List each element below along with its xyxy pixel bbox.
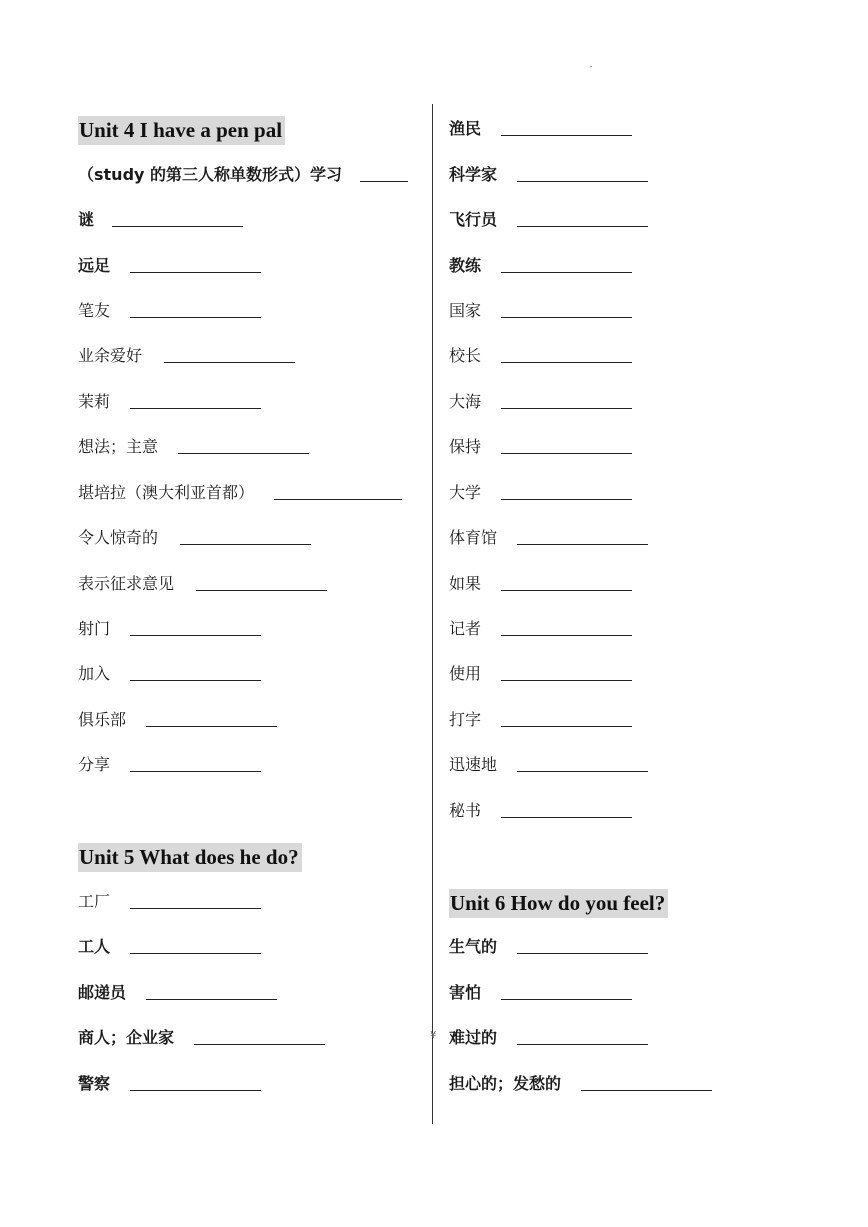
answer-blank[interactable] (501, 589, 632, 591)
vocab-label: 俱乐部 (78, 710, 127, 729)
vocab-label: 分享 (78, 755, 111, 774)
vocab-row (78, 162, 408, 186)
vocab-label: 加入 (78, 664, 111, 683)
vocab-label: 飞行员 (449, 210, 498, 229)
answer-blank[interactable] (501, 407, 632, 409)
vocab-row (449, 525, 648, 549)
vocab-label: 表示征求意见 (78, 574, 175, 593)
vocab-label: 体育馆 (449, 528, 498, 547)
answer-blank[interactable] (130, 952, 261, 954)
vocab-label: 打字 (449, 710, 482, 729)
answer-blank[interactable] (501, 271, 632, 273)
vocab-label: 警察 (78, 1074, 111, 1093)
vocab-row (78, 343, 295, 367)
answer-blank[interactable] (146, 725, 277, 727)
vocab-row (449, 798, 632, 822)
answer-blank[interactable] (130, 907, 261, 909)
vocab-row (449, 116, 632, 140)
vocab-label: 茉莉 (78, 392, 111, 411)
vocab-row (78, 707, 277, 731)
vocab-label: 生气的 (449, 937, 498, 956)
vocab-row (78, 253, 261, 277)
vocab-label: 工厂 (78, 892, 111, 911)
vocab-row (78, 389, 261, 413)
vocab-row (78, 571, 327, 595)
answer-blank[interactable] (517, 952, 648, 954)
vocab-label: 如果 (449, 574, 482, 593)
vocab-label: 国家 (449, 301, 482, 320)
vocab-row (78, 934, 261, 958)
answer-blank[interactable] (501, 316, 632, 318)
vocab-row (78, 298, 261, 322)
vocab-label: 使用 (449, 664, 482, 683)
answer-blank[interactable] (501, 998, 632, 1000)
vocab-label: 笔友 (78, 301, 111, 320)
vocab-label: 工人 (78, 937, 111, 956)
answer-blank[interactable] (180, 543, 311, 545)
answer-blank[interactable] (146, 998, 277, 1000)
answer-blank[interactable] (130, 407, 261, 409)
vocab-row (78, 434, 309, 458)
answer-blank[interactable] (130, 634, 261, 636)
answer-blank[interactable] (360, 180, 408, 182)
vocab-row (78, 752, 261, 776)
vocab-label: 谜 (78, 210, 95, 229)
answer-blank[interactable] (501, 361, 632, 363)
vocab-row (78, 980, 277, 1004)
answer-blank[interactable] (130, 679, 261, 681)
vocab-row (449, 389, 632, 413)
answer-blank[interactable] (501, 725, 632, 727)
answer-blank[interactable] (501, 452, 632, 454)
vocab-row (449, 480, 632, 504)
answer-blank[interactable] (274, 498, 402, 500)
vocab-row (78, 889, 261, 913)
scan-speck (590, 66, 592, 67)
vocab-label: 大海 (449, 392, 482, 411)
vocab-label: 记者 (449, 619, 482, 638)
vocab-row (449, 343, 632, 367)
vocab-label: 担心的；发愁的 (449, 1074, 562, 1093)
column-divider (432, 104, 433, 1124)
vocab-row (78, 480, 402, 504)
vocab-row (78, 1025, 325, 1049)
vocab-label: 迅速地 (449, 755, 498, 774)
answer-blank[interactable] (130, 770, 261, 772)
vocab-label: 难过的 (449, 1028, 498, 1047)
vocab-label: 大学 (449, 483, 482, 502)
answer-blank[interactable] (517, 770, 648, 772)
vocab-row (78, 661, 261, 685)
vocab-label: 秘书 (449, 801, 482, 820)
vocab-label: 堪培拉（澳大利亚首都） (78, 483, 255, 502)
vocab-label: 业余爱好 (78, 346, 143, 365)
vocab-label: 令人惊奇的 (78, 528, 159, 547)
vocab-label: 校长 (449, 346, 482, 365)
answer-blank[interactable] (517, 180, 648, 182)
answer-blank[interactable] (517, 225, 648, 227)
answer-blank[interactable] (130, 271, 261, 273)
vocab-row (449, 207, 648, 231)
answer-blank[interactable] (501, 134, 632, 136)
vocab-label: 害怕 (449, 983, 482, 1002)
vocab-row (449, 434, 632, 458)
unit-5-heading: Unit 5 What does he do? (78, 843, 302, 872)
vocab-row (449, 980, 632, 1004)
vocab-label: 科学家 (449, 165, 498, 184)
vocab-row (78, 207, 243, 231)
vocab-row (449, 616, 632, 640)
vocab-row (78, 616, 261, 640)
vocab-label: 想法；主意 (78, 437, 159, 456)
answer-blank[interactable] (178, 452, 309, 454)
vocab-row (449, 661, 632, 685)
answer-blank[interactable] (581, 1089, 712, 1091)
vocab-row (449, 707, 632, 731)
answer-blank[interactable] (112, 225, 243, 227)
vocab-row (449, 1025, 648, 1049)
margin-mark: ¥ (430, 1030, 437, 1041)
vocab-row (78, 525, 311, 549)
answer-blank[interactable] (501, 679, 632, 681)
vocab-row (449, 752, 648, 776)
answer-blank[interactable] (196, 589, 327, 591)
answer-blank[interactable] (517, 1043, 648, 1045)
vocab-label: 远足 (78, 256, 111, 275)
vocab-row (449, 934, 648, 958)
unit-6-heading: Unit 6 How do you feel? (449, 889, 668, 918)
vocab-row (78, 1071, 261, 1095)
answer-blank[interactable] (517, 543, 648, 545)
vocab-label: （study 的第三人称单数形式）学习 (78, 165, 343, 184)
vocab-label: 商人；企业家 (78, 1028, 175, 1047)
vocab-row (449, 571, 632, 595)
answer-blank[interactable] (501, 816, 632, 818)
vocab-label: 教练 (449, 256, 482, 275)
answer-blank[interactable] (130, 1089, 261, 1091)
vocab-label: 渔民 (449, 119, 482, 138)
vocab-label: 保持 (449, 437, 482, 456)
unit-4-heading: Unit 4 I have a pen pal (78, 116, 285, 145)
vocab-row (449, 1071, 712, 1095)
answer-blank[interactable] (164, 361, 295, 363)
vocab-row (449, 298, 632, 322)
vocab-label: 邮递员 (78, 983, 127, 1002)
answer-blank[interactable] (130, 316, 261, 318)
vocab-row (449, 162, 648, 186)
vocab-row (449, 253, 632, 277)
answer-blank[interactable] (194, 1043, 325, 1045)
answer-blank[interactable] (501, 498, 632, 500)
answer-blank[interactable] (501, 634, 632, 636)
vocab-label: 射门 (78, 619, 111, 638)
